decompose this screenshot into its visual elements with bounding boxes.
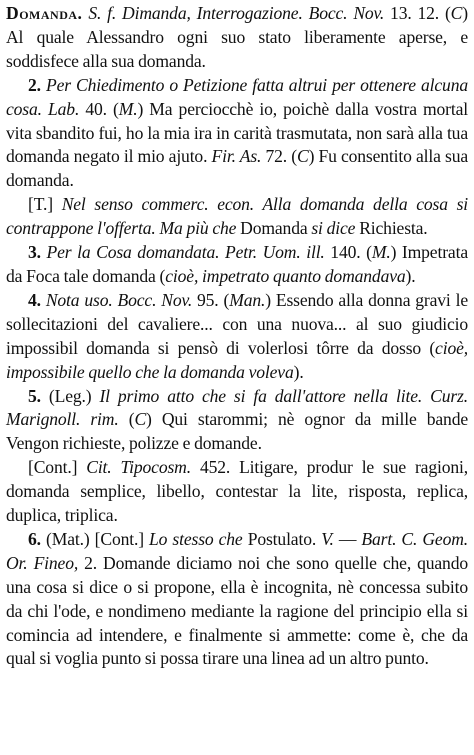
text-segment: [T.]	[28, 194, 62, 215]
entry-paragraph-6	[6, 456, 468, 528]
italic-segment: C	[134, 409, 147, 430]
sense-number: 4.	[28, 289, 41, 310]
italic-segment: Il primo atto che si fa dall'attore nella lite. Curz. Marignoll. rim.	[6, 385, 468, 430]
text-segment: —	[333, 528, 362, 549]
text-segment: ) Essendo alla donna gravi le sollecitazioni del cavaliere... con una nuova... al suo giudicio impossibil domanda si pensò di volerlosi tôrre da dosso (	[6, 289, 468, 358]
italic-segment: M.	[371, 242, 391, 263]
text-segment: (Leg.)	[40, 385, 100, 406]
italic-segment: C	[450, 3, 463, 23]
text-segment: ) Fu consentito alla sua domanda.	[6, 146, 469, 191]
entry-paragraph-5	[6, 385, 468, 457]
sense-number: 5.	[28, 385, 41, 406]
text-segment: Domanda	[236, 218, 312, 239]
italic-segment: cioè, impetrato quanto domandava	[165, 265, 406, 286]
text-segment: ) Impetrata da Foca tale domanda (	[6, 242, 468, 286]
entry-paragraph-2	[6, 193, 468, 241]
italic-segment: Bart. C. Geom. Or. Fineo,	[6, 528, 469, 573]
text-segment: 452. Litigare, produr le sue ragioni, domanda semplice, libello, contestar la lite, risposta, replica, duplica, triplica.	[6, 457, 469, 526]
headword: Domanda.	[6, 3, 83, 23]
text-segment: 2. Domande diciamo noi che sono quelle che, quando una cosa si dice o si propone, ella è incognita, nè concessa subito da chi l'ode, e nondimeno mediante la ragione del principio ella si comincia ad intendere, e finalmente si ammette: come è, che da qual si voglia punto si possa tirare una linea ad un altro punto.	[6, 552, 468, 669]
entry-paragraph-1	[6, 74, 468, 194]
text-segment: ).	[293, 361, 304, 382]
italic-segment: cioè, impossibile quello che la domanda voleva	[6, 337, 468, 382]
text-segment: (Mat.) [Cont.]	[40, 528, 150, 549]
text-segment: 13. 12. (	[384, 3, 451, 23]
italic-segment: C	[296, 146, 309, 167]
italic-segment: Per Chiedimento o Petizione fatta altrui per ottenere alcuna cosa. Lab.	[6, 74, 468, 119]
text-segment: ).	[405, 265, 416, 286]
text-segment: ) Al quale Alessandro ogni suo stato liberamente aperse, e soddisfece alla sua domanda.	[6, 3, 468, 71]
text-segment: 40. (	[79, 98, 119, 119]
italic-segment: Nota uso. Bocc. Nov.	[45, 289, 193, 310]
italic-segment: S. f. Dimanda, Interrogazione. Bocc. Nov.	[88, 3, 385, 23]
text-segment: ) Qui starommi; nè ognor da mille bande Vengon richieste, polizze e domande.	[6, 409, 469, 454]
text-segment: Richiesta.	[355, 218, 428, 239]
italic-segment: M.	[118, 98, 138, 119]
text-segment: [Cont.]	[28, 457, 87, 478]
sense-number: 6.	[28, 528, 41, 549]
text-segment: 72. (	[261, 146, 297, 167]
italic-segment: si dice	[311, 218, 356, 239]
italic-segment: Cit. Tipocosm.	[86, 457, 191, 478]
text-segment: (	[118, 409, 135, 430]
dictionary-entry	[6, 2, 468, 671]
italic-segment: Nel senso commerc. econ. Alla domanda della cosa si contrappone l'offerta. Ma più che	[6, 194, 469, 239]
sense-number: 3.	[28, 242, 41, 263]
italic-segment: Fir. As.	[211, 146, 262, 167]
text-segment: 95. (	[192, 289, 230, 310]
text-segment: ) Ma perciocchè io, poichè dalla vostra mortal vita sbandito fui, ho la mia ira in carità trasmutata, non sarà alla tua domanda negato il mio ajuto.	[6, 98, 468, 167]
italic-segment: Lo stesso che	[149, 528, 243, 549]
sense-number: 2.	[28, 74, 41, 95]
entry-paragraph-7	[6, 528, 468, 671]
entry-paragraph-0	[6, 2, 468, 74]
text-segment: 140. (	[324, 242, 372, 263]
italic-segment: V.	[321, 528, 334, 549]
entry-paragraph-4	[6, 289, 468, 385]
entry-paragraph-3	[6, 241, 468, 289]
text-segment: Postulato.	[242, 528, 322, 549]
italic-segment: Man.	[229, 289, 266, 310]
italic-segment: Per la Cosa domandata. Petr. Uom. ill.	[46, 242, 325, 263]
